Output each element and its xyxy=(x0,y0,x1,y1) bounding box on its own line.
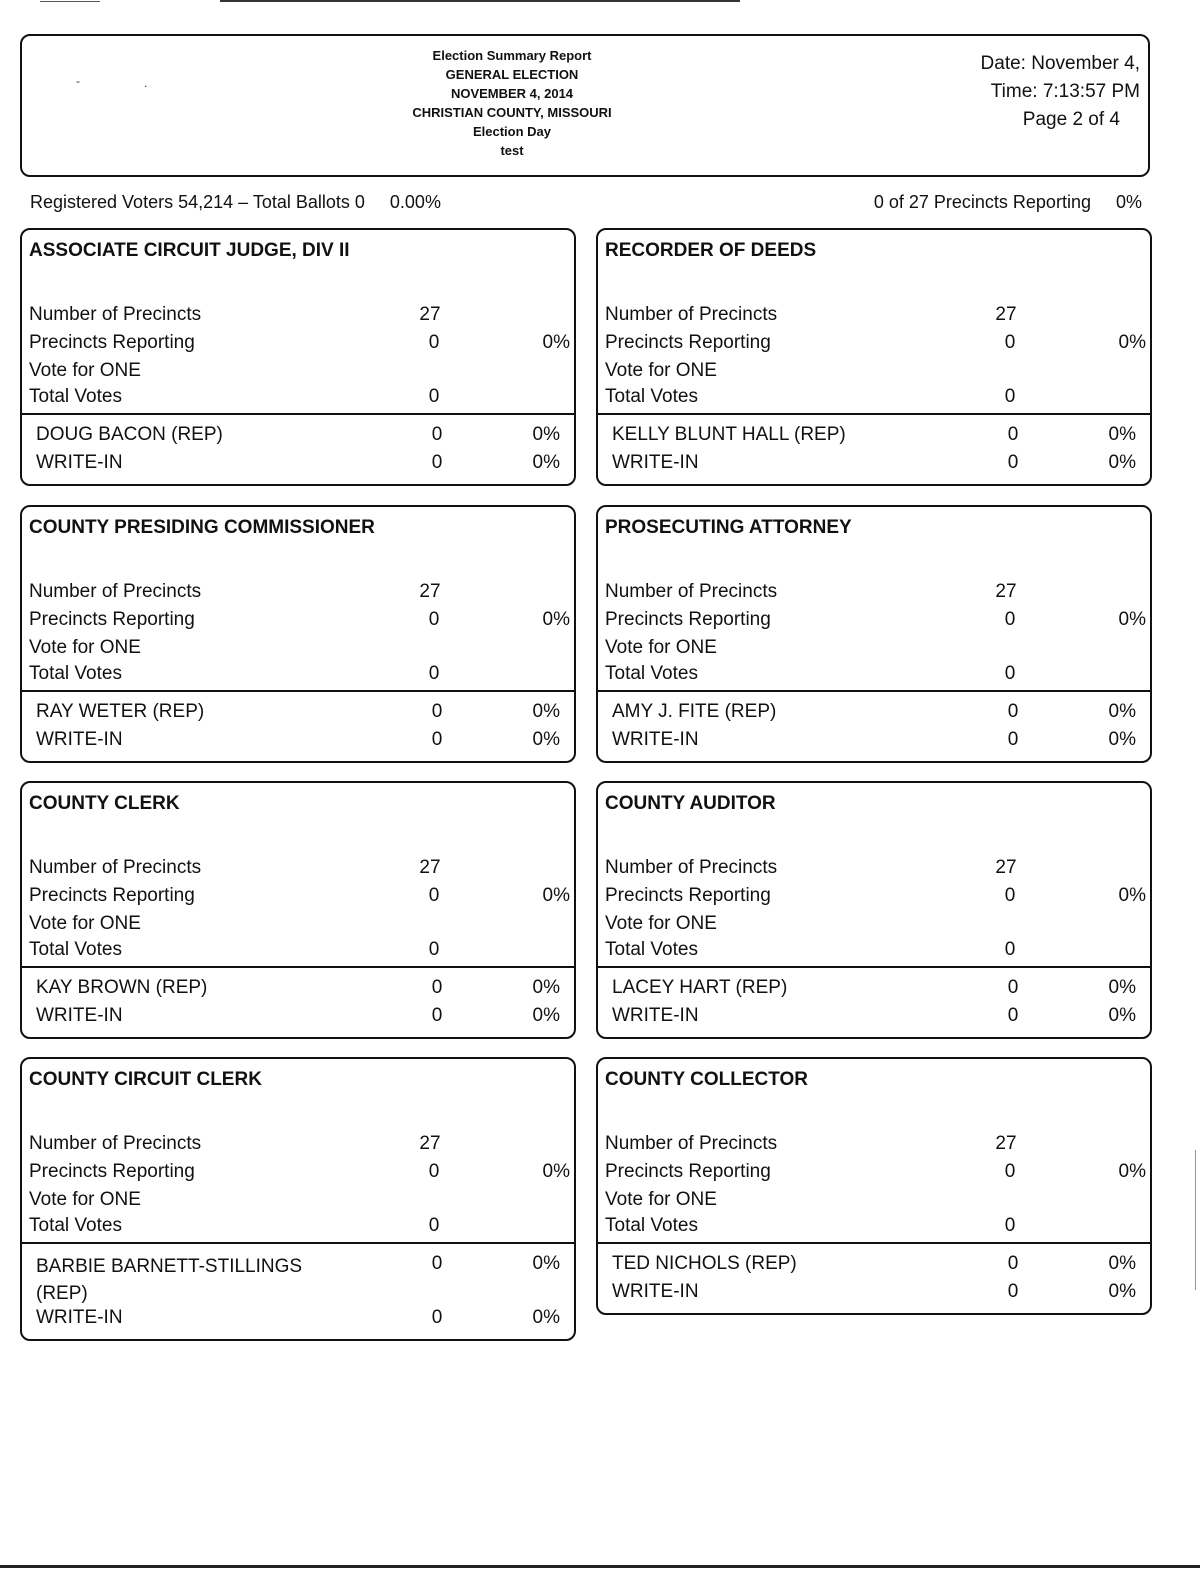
number-of-precincts-value: 27 xyxy=(419,857,441,878)
precincts-reporting-label: Precincts Reporting xyxy=(605,1161,771,1182)
vote-for-label: Vote for ONE xyxy=(29,1189,141,1210)
report-header xyxy=(20,34,1150,177)
race-box xyxy=(20,228,576,486)
number-of-precincts-value: 27 xyxy=(995,1133,1017,1154)
section-divider xyxy=(598,1242,1150,1244)
candidate-name: WRITE-IN xyxy=(612,1281,699,1302)
candidate-name: WRITE-IN xyxy=(36,452,123,473)
precincts-reporting-percent: 0% xyxy=(1118,885,1146,906)
candidate-votes: 0 xyxy=(1007,977,1019,998)
vote-for-label: Vote for ONE xyxy=(605,913,717,934)
precincts-reporting-label: Precincts Reporting xyxy=(29,332,195,353)
number-of-precincts-value: 27 xyxy=(419,1133,441,1154)
total-votes-label: Total Votes xyxy=(29,663,122,684)
precincts-reporting-percent: 0% xyxy=(542,1161,570,1182)
scan-speck: . xyxy=(144,76,148,90)
vote-for-label: Vote for ONE xyxy=(29,360,141,381)
precincts-reporting-value: 0 xyxy=(1004,332,1016,353)
candidate-percent: 0% xyxy=(532,729,560,750)
candidate-name: WRITE-IN xyxy=(36,1005,123,1026)
candidate-votes: 0 xyxy=(1007,701,1019,722)
precincts-reporting-percent: 0% xyxy=(1118,1161,1146,1182)
candidate-percent: 0% xyxy=(532,1253,560,1274)
total-votes-label: Total Votes xyxy=(29,1215,122,1236)
election-date: NOVEMBER 4, 2014 xyxy=(450,86,574,101)
precincts-reporting-label: Precincts Reporting xyxy=(29,885,195,906)
candidate-percent: 0% xyxy=(532,1005,560,1026)
report-title-block xyxy=(362,46,662,160)
race-title: ASSOCIATE CIRCUIT JUDGE, DIV II xyxy=(29,240,350,261)
total-votes-value: 0 xyxy=(428,386,440,407)
candidate-name: KAY BROWN (REP) xyxy=(36,977,208,998)
candidate-percent: 0% xyxy=(532,701,560,722)
vote-for-label: Vote for ONE xyxy=(29,913,141,934)
section-divider xyxy=(22,1242,574,1244)
precincts-reporting-value: 0 xyxy=(428,1161,440,1182)
section-divider xyxy=(598,690,1150,692)
vote-for-label: Vote for ONE xyxy=(605,360,717,381)
precincts-reporting-label: Precincts Reporting xyxy=(605,885,771,906)
total-votes-value: 0 xyxy=(428,1215,440,1236)
precincts-reporting-value: 0 xyxy=(428,885,440,906)
total-votes-label: Total Votes xyxy=(605,386,698,407)
race-title: COUNTY CLERK xyxy=(29,793,180,814)
candidate-votes: 0 xyxy=(431,701,443,722)
precincts-reporting-label: Precincts Reporting xyxy=(29,1161,195,1182)
race-title: COUNTY AUDITOR xyxy=(605,793,776,814)
candidate-votes: 0 xyxy=(431,424,443,445)
race-title: RECORDER OF DEEDS xyxy=(605,240,817,261)
race-box xyxy=(20,781,576,1039)
candidate-percent: 0% xyxy=(532,977,560,998)
total-votes-label: Total Votes xyxy=(605,663,698,684)
section-divider xyxy=(22,690,574,692)
total-votes-value: 0 xyxy=(1004,663,1016,684)
race-title: COUNTY CIRCUIT CLERK xyxy=(29,1069,262,1090)
candidate-name: BARBIE BARNETT-STILLINGS (REP) xyxy=(36,1256,303,1304)
number-of-precincts-label: Number of Precincts xyxy=(605,1133,778,1154)
precincts-reporting-percent: 0% xyxy=(1115,192,1142,212)
county-name: CHRISTIAN COUNTY, MISSOURI xyxy=(412,105,612,120)
precincts-reporting-summary xyxy=(874,192,1142,213)
vote-for-label: Vote for ONE xyxy=(605,1189,717,1210)
precincts-reporting-label: Precincts Reporting xyxy=(605,332,771,353)
vote-for-label: Vote for ONE xyxy=(29,637,141,658)
candidate-name: RAY WETER (REP) xyxy=(36,701,205,722)
race-box xyxy=(596,1057,1152,1315)
candidate-votes: 0 xyxy=(1007,424,1019,445)
candidate-percent: 0% xyxy=(1108,1253,1136,1274)
precincts-reporting-percent: 0% xyxy=(1118,332,1146,353)
precincts-reporting-percent: 0% xyxy=(542,609,570,630)
election-name: GENERAL ELECTION xyxy=(445,67,579,82)
number-of-precincts-value: 27 xyxy=(419,581,441,602)
candidate-name: WRITE-IN xyxy=(612,729,699,750)
candidate-votes: 0 xyxy=(431,1307,443,1328)
precincts-reporting-value: 0 xyxy=(428,609,440,630)
total-votes-label: Total Votes xyxy=(605,939,698,960)
number-of-precincts-label: Number of Precincts xyxy=(29,581,202,602)
section-divider xyxy=(22,413,574,415)
race-box xyxy=(20,505,576,763)
candidate-name: LACEY HART (REP) xyxy=(612,977,788,998)
number-of-precincts-value: 27 xyxy=(995,304,1017,325)
precincts-reporting-value: 0 xyxy=(428,332,440,353)
scan-speck: - xyxy=(76,74,80,88)
number-of-precincts-value: 27 xyxy=(419,304,441,325)
number-of-precincts-label: Number of Precincts xyxy=(605,304,778,325)
number-of-precincts-label: Number of Precincts xyxy=(29,857,202,878)
number-of-precincts-label: Number of Precincts xyxy=(605,857,778,878)
candidate-votes: 0 xyxy=(431,977,443,998)
turnout-percent: 0.00% xyxy=(389,192,441,212)
race-box xyxy=(596,228,1152,486)
total-votes-label: Total Votes xyxy=(29,939,122,960)
race-title: COUNTY PRESIDING COMMISSIONER xyxy=(29,517,375,538)
candidate-votes: 0 xyxy=(1007,729,1019,750)
race-box xyxy=(596,781,1152,1039)
precincts-reporting-value: 0 xyxy=(1004,885,1016,906)
candidate-percent: 0% xyxy=(1108,424,1136,445)
candidate-name: AMY J. FITE (REP) xyxy=(612,701,777,722)
race-title: COUNTY COLLECTOR xyxy=(605,1069,809,1090)
candidate-percent: 0% xyxy=(532,452,560,473)
scan-edge xyxy=(1195,1150,1196,1290)
precincts-reporting-label: Precincts Reporting xyxy=(29,609,195,630)
report-date: Date: November 4, xyxy=(980,53,1140,74)
candidate-votes: 0 xyxy=(1007,1281,1019,1302)
candidate-name: WRITE-IN xyxy=(36,729,123,750)
section-divider xyxy=(598,413,1150,415)
scan-mark xyxy=(40,1,100,2)
candidate-percent: 0% xyxy=(1108,1281,1136,1302)
precincts-reporting-value: 0 xyxy=(1004,609,1016,630)
report-time: Time: 7:13:57 PM xyxy=(990,81,1140,102)
section-divider xyxy=(598,966,1150,968)
candidate-votes: 0 xyxy=(431,452,443,473)
number-of-precincts-label: Number of Precincts xyxy=(29,304,202,325)
report-title: Election Summary Report xyxy=(432,48,592,63)
registered-voters-text: Registered Voters 54,214 – Total Ballots 0 xyxy=(30,192,365,212)
candidate-votes: 0 xyxy=(431,1253,443,1274)
report-meta xyxy=(981,50,1140,134)
number-of-precincts-value: 27 xyxy=(995,581,1017,602)
vote-for-label: Vote for ONE xyxy=(605,637,717,658)
candidate-percent: 0% xyxy=(1108,701,1136,722)
candidate-name: DOUG BACON (REP) xyxy=(36,424,223,445)
candidate-percent: 0% xyxy=(1108,729,1136,750)
total-votes-value: 0 xyxy=(1004,1215,1016,1236)
precincts-reporting-text: 0 of 27 Precincts Reporting xyxy=(873,192,1091,212)
candidate-percent: 0% xyxy=(532,1307,560,1328)
race-title: PROSECUTING ATTORNEY xyxy=(605,517,852,538)
candidate-votes: 0 xyxy=(1007,1253,1019,1274)
number-of-precincts-label: Number of Precincts xyxy=(29,1133,202,1154)
scan-rule xyxy=(220,0,740,2)
total-votes-value: 0 xyxy=(1004,386,1016,407)
number-of-precincts-label: Number of Precincts xyxy=(605,581,778,602)
total-votes-value: 0 xyxy=(428,663,440,684)
report-scope: Election Day xyxy=(472,124,552,139)
candidate-percent: 0% xyxy=(532,424,560,445)
candidate-name: TED NICHOLS (REP) xyxy=(612,1253,797,1274)
candidate-votes: 0 xyxy=(1007,1005,1019,1026)
report-note: test xyxy=(500,143,524,158)
candidate-votes: 0 xyxy=(1007,452,1019,473)
candidate-percent: 0% xyxy=(1108,977,1136,998)
race-box xyxy=(20,1057,576,1341)
candidate-name: WRITE-IN xyxy=(612,1005,699,1026)
race-box xyxy=(596,505,1152,763)
page-number: Page 2 of 4 xyxy=(1022,109,1120,130)
total-votes-label: Total Votes xyxy=(605,1215,698,1236)
candidate-votes: 0 xyxy=(431,729,443,750)
precincts-reporting-percent: 0% xyxy=(542,332,570,353)
candidate-name: WRITE-IN xyxy=(612,452,699,473)
section-divider xyxy=(22,966,574,968)
precincts-reporting-percent: 0% xyxy=(1118,609,1146,630)
precincts-reporting-label: Precincts Reporting xyxy=(605,609,771,630)
registered-voters-summary xyxy=(30,192,441,213)
precincts-reporting-percent: 0% xyxy=(542,885,570,906)
candidate-percent: 0% xyxy=(1108,1005,1136,1026)
scan-bottom-rule xyxy=(0,1565,1200,1568)
total-votes-value: 0 xyxy=(1004,939,1016,960)
candidate-name: WRITE-IN xyxy=(36,1307,123,1328)
total-votes-label: Total Votes xyxy=(29,386,122,407)
candidate-percent: 0% xyxy=(1108,452,1136,473)
total-votes-value: 0 xyxy=(428,939,440,960)
precincts-reporting-value: 0 xyxy=(1004,1161,1016,1182)
candidate-name: KELLY BLUNT HALL (REP) xyxy=(612,424,846,445)
candidate-votes: 0 xyxy=(431,1005,443,1026)
number-of-precincts-value: 27 xyxy=(995,857,1017,878)
